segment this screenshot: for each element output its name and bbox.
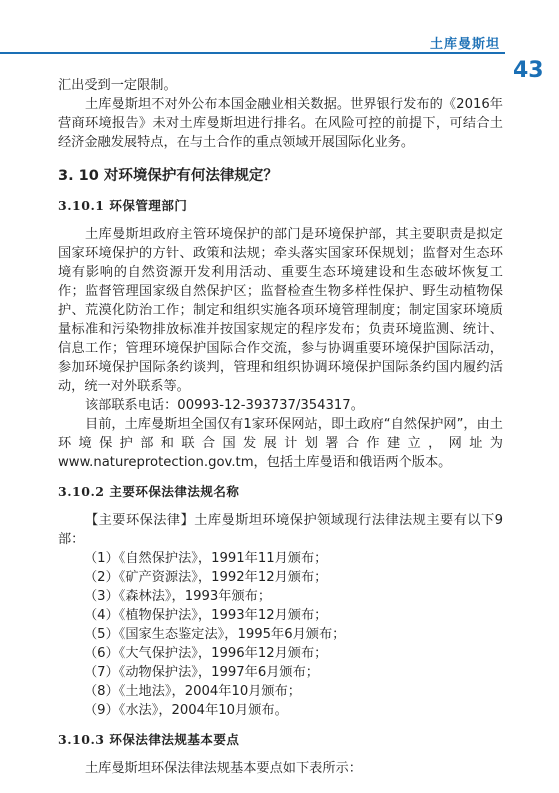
page-body bbox=[58, 76, 503, 778]
list-item: （6）《大气保护法》，1996年12月颁布； bbox=[84, 646, 328, 661]
paragraph-department: 土库曼斯坦政府主管环境保护的部门是环境保护部，其主要职责是拟定国家环境保护的方针、政策和法规；牵头落实国家环保规划；监督对生态环境有影响的自然资源开发利用活动、重要生态环境建设和生态破坏恢复工作；监督管理国家级自然保护区；监督检查生物多样性保护、野生动植物保护、荒漠化防治工作；制定和组织实施各项环境管理制度；制定国家环境质量标准和污染物排放标准并按国家规定的程序发布；负责环境监测、统计、信息工作；管理环境保护国际合作交流，参与协调重要环境保护国际活动，参加环境保护国际条约谈判，管理和组织协调环境保护国际条约国内履约活动，统一对外联系等。 bbox=[58, 227, 503, 394]
paragraph-phone: 该部联系电话：00993-12-393737/354317。 bbox=[85, 398, 364, 413]
laws-list bbox=[58, 549, 503, 720]
subsection-heading-2: 3.10.2 主要环保法律法规名称 bbox=[58, 484, 240, 499]
list-item: （5）《国家生态鉴定法》，1995年6月颁布； bbox=[84, 627, 346, 642]
list-item: （4）《植物保护法》，1993年12月颁布； bbox=[84, 608, 328, 623]
header-rule bbox=[0, 52, 505, 54]
list-item: （7）《动物保护法》，1997年6月颁布； bbox=[84, 665, 319, 680]
laws-lead: 【主要环保法律】土库曼斯坦环境保护领域现行法律法规主要有以下9部： bbox=[58, 513, 503, 547]
page-header bbox=[0, 0, 559, 83]
list-item: （3）《森林法》，1993年颁布； bbox=[84, 589, 272, 604]
paragraph-website: 目前，土库曼斯坦全国仅有1家环保网站，即土政府“自然保护网”，由土环境保护部和联合国发展计划署合作建立，网址为www.natureprotection.gov.tm，包括土库曼语和俄语两个版本。 bbox=[58, 417, 503, 470]
subsection-heading-1: 3.10.1 环保管理部门 bbox=[58, 198, 188, 213]
subsection-heading-3: 3.10.3 环保法律法规基本要点 bbox=[58, 732, 240, 747]
page-number: 43 bbox=[513, 58, 544, 83]
section-heading: 3. 10 对环境保护有何法律规定？ bbox=[58, 168, 278, 184]
intro-paragraph: 土库曼斯坦不对外公布本国金融业相关数据。世界银行发布的《2016年营商环境报告》未对土库曼斯坦进行排名。在风险可控的前提下，可结合土经济金融发展特点，在与土合作的重点领域开展国际化业务。 bbox=[58, 97, 503, 150]
list-item: （8）《土地法》，2004年10月颁布； bbox=[84, 684, 301, 699]
intro-line: 汇出受到一定限制。 bbox=[58, 78, 177, 93]
running-header-title: 土库曼斯坦 bbox=[430, 37, 501, 52]
list-item: （1）《自然保护法》，1991年11月颁布； bbox=[84, 551, 328, 566]
table-lead: 土库曼斯坦环保法律法规基本要点如下表所示： bbox=[85, 761, 362, 776]
list-item: （2）《矿产资源法》，1992年12月颁布； bbox=[84, 570, 328, 585]
list-item: （9）《水法》，2004年10月颁布。 bbox=[84, 703, 288, 718]
